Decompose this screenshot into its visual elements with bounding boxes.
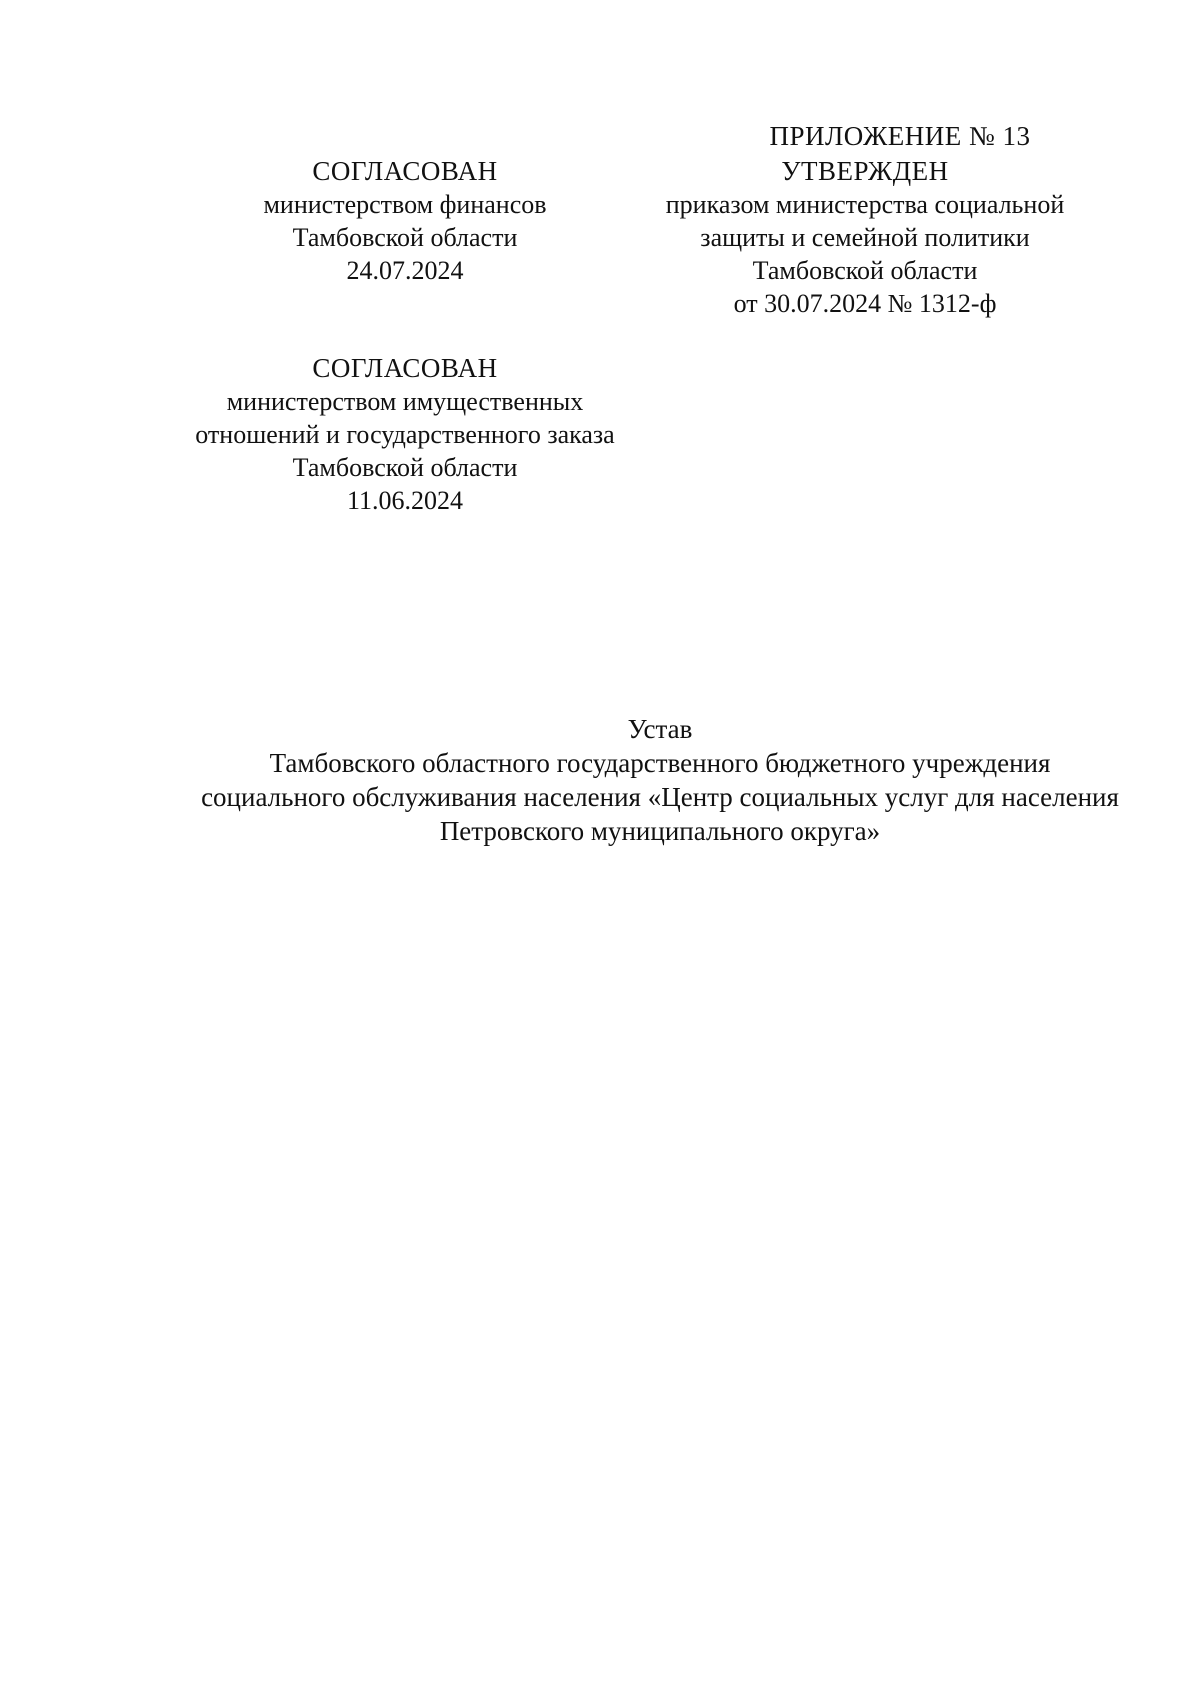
agreed-property-line: Тамбовской области [292,453,518,482]
annex-label [700,120,1100,153]
agreed-finance-date: 24.07.2024 [346,256,464,285]
agreed-property-block [160,352,650,517]
approval-stamp-block [640,155,1090,320]
approved-heading: УТВЕРЖДЕН [781,156,949,186]
agreed-finance-line: Тамбовской области [292,223,518,252]
agreed-property-heading: СОГЛАСОВАН [312,353,498,383]
approved-line: приказом министерства социальной [665,190,1065,219]
agreed-property-date: 11.06.2024 [346,486,464,515]
agreed-property-line: министерством имущественных [226,387,584,416]
approved-line: защиты и семейной политики [700,223,1030,252]
agreed-property-line: отношений и государственного заказа [195,420,615,449]
approved-order-number: от 30.07.2024 № 1312-ф [733,289,997,318]
charter-subtitle-line: Тамбовского областного государственного бюджетного учреждения [269,748,1051,778]
approved-line: Тамбовской области [752,256,978,285]
agreed-finance-heading: СОГЛАСОВАН [312,156,498,186]
agreed-finance-line: министерством финансов [263,190,547,219]
charter-title-block [150,712,1170,848]
charter-title: Устав [627,714,693,744]
annex-number: ПРИЛОЖЕНИЕ № 13 [769,121,1031,151]
agreed-finance-block [210,155,600,287]
charter-subtitle-line: Петровского муниципального округа» [439,816,881,846]
charter-subtitle-line: социального обслуживания населения «Центр социальных услуг для населения [201,782,1119,812]
